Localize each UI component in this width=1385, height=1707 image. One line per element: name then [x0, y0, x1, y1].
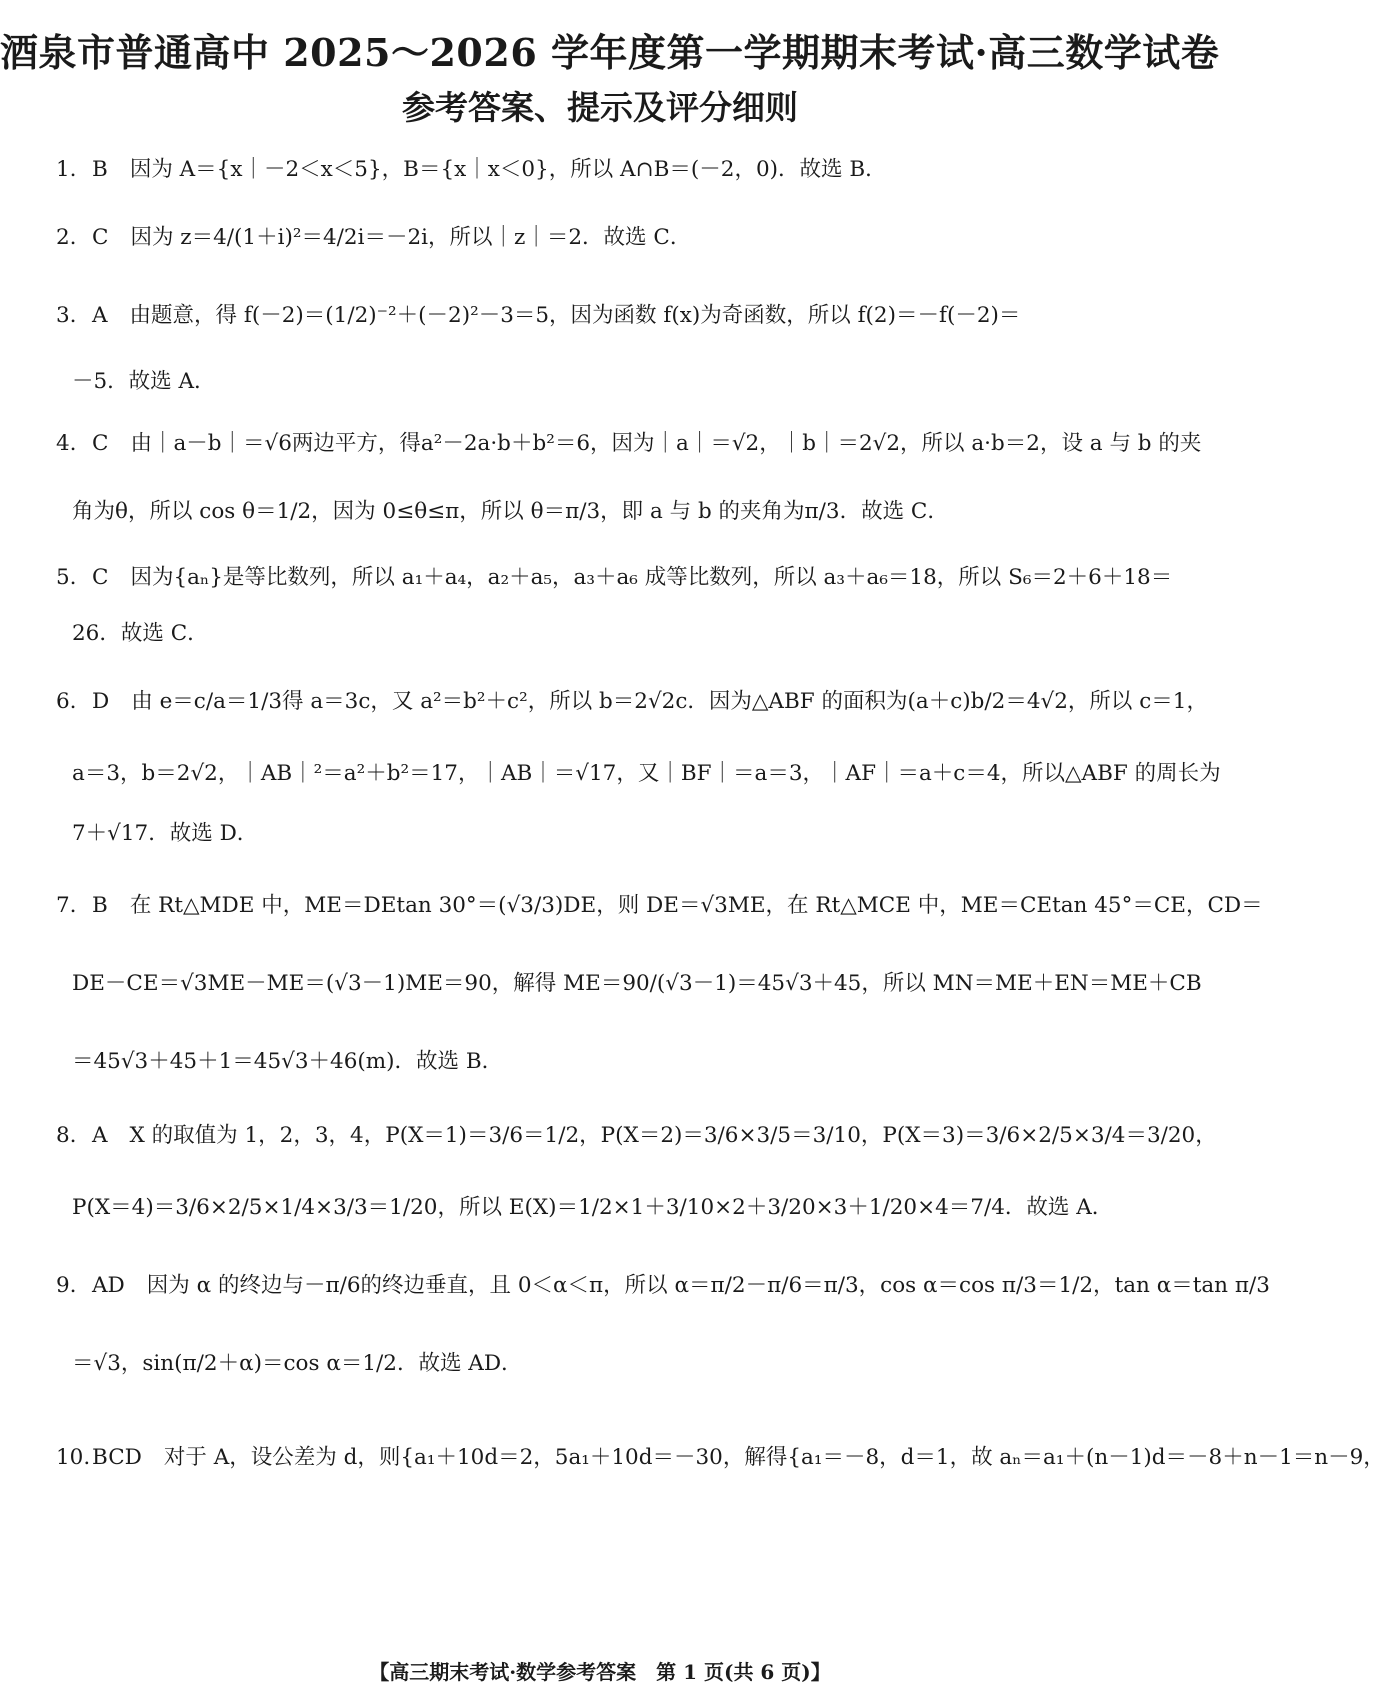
item-number: 3. [56, 303, 77, 328]
item-explanation: 由｜a－b｜＝√6两边平方，得a²－2a·b＋b²＝6，因为｜a｜＝√2，｜b｜＝2√2，所以 a·b＝2，设 a 与 b 的夹 [130, 431, 1202, 456]
item-answer: AD [92, 1273, 125, 1298]
answer-item [56, 558, 1173, 598]
answer-item-continuation [72, 1344, 1172, 1384]
answer-item [56, 1438, 1385, 1478]
answer-item-continuation [72, 1042, 1172, 1082]
item-explanation: P(X＝4)＝3/6×2/5×1/4×3/3＝1/20，所以 E(X)＝1/2×1＋3/10×2＋3/20×3＋1/20×4＝7/4．故选 A． [72, 1195, 1114, 1220]
item-number: 5. [56, 565, 77, 590]
answer-item [56, 218, 1156, 258]
item-explanation: 角为θ，所以 cos θ＝1/2，因为 0≤θ≤π，所以 θ＝π/3，即 a 与 b 的夹角为π/3．故选 C． [72, 499, 949, 524]
page-subtitle: 参考答案、提示及评分细则 [402, 88, 798, 127]
page-title: 酒泉市普通高中 2025～2026 学年度第一学期期末考试·高三数学试卷 [0, 30, 1220, 75]
answer-item-continuation [72, 754, 1221, 794]
answer-item [56, 1116, 1217, 1156]
answer-item [56, 682, 1208, 722]
item-answer: B [92, 157, 108, 182]
item-explanation: 由题意，得 f(－2)＝(1/2)⁻²＋(－2)²－3＝5，因为函数 f(x)为奇函数，所以 f(2)＝－f(－2)＝ [129, 303, 1021, 328]
item-answer: A [92, 303, 108, 328]
item-number: 8. [56, 1123, 77, 1148]
item-answer: A [92, 1123, 108, 1148]
answer-item-continuation [72, 964, 1202, 1004]
item-explanation: 对于 A，设公差为 d，则{a₁＋10d＝2，5a₁＋10d＝－30，解得{a₁＝－8，d＝1，故 aₙ＝a₁＋(n－1)d＝－8＋n－1＝n－9， [163, 1445, 1385, 1470]
item-explanation: 在 Rt△MDE 中，ME＝DEtan 30°＝(√3/3)DE，则 DE＝√3ME，在 Rt△MCE 中，ME＝CEtan 45°＝CE，CD＝ [129, 893, 1263, 918]
item-number: 4. [56, 431, 77, 456]
item-explanation: 因为{aₙ}是等比数列，所以 a₁＋a₄，a₂＋a₅，a₃＋a₆ 成等比数列，所以 a₃＋a₆＝18，所以 S₆＝2＋6＋18＝ [130, 565, 1173, 590]
page-footer: 【高三期末考试·数学参考答案 第 1 页(共 6 页)】 [369, 1660, 831, 1684]
item-explanation: 因为 α 的终边与－π/6的终边垂直，且 0＜α＜π，所以 α＝π/2－π/6＝π/3，cos α＝cos π/3＝1/2，tan α＝tan π/3 [146, 1273, 1270, 1298]
item-explanation: 由 e＝c/a＝1/3得 a＝3c，又 a²＝b²＋c²，所以 b＝2√2c．因为△ABF 的面积为(a＋c)b/2＝4√2，所以 c＝1， [131, 689, 1208, 714]
item-number: 7. [56, 893, 77, 918]
answer-item [56, 296, 1156, 336]
item-number: 1. [56, 157, 77, 182]
answer-item [56, 1266, 1270, 1306]
answer-item [56, 424, 1202, 464]
answer-item [56, 150, 1156, 190]
item-explanation: DE－CE＝√3ME－ME＝(√3－1)ME＝90，解得 ME＝90/(√3－1)＝45√3＋45，所以 MN＝ME＋EN＝ME＋CB [72, 971, 1202, 996]
item-explanation: 因为 A＝{x｜－2＜x＜5}，B＝{x｜x＜0}，所以 A∩B＝(－2，0)．故选 B． [129, 157, 887, 182]
item-number: 9. [56, 1273, 77, 1298]
answer-item-continuation [72, 614, 1172, 654]
item-explanation: a＝3，b＝2√2，｜AB｜²＝a²＋b²＝17，｜AB｜＝√17，又｜BF｜＝a＝3，｜AF｜＝a＋c＝4，所以△ABF 的周长为 [72, 761, 1221, 786]
item-answer: BCD [92, 1445, 142, 1470]
item-explanation: X 的取值为 1，2，3，4，P(X＝1)＝3/6＝1/2，P(X＝2)＝3/6×3/5＝3/10，P(X＝3)＝3/6×2/5×3/4＝3/20， [129, 1123, 1217, 1148]
answer-item-continuation [72, 814, 1172, 854]
item-number: 10. [56, 1445, 91, 1470]
item-answer: C [92, 431, 109, 456]
item-explanation: ＝√3，sin(π/2＋α)＝cos α＝1/2．故选 AD． [72, 1351, 523, 1376]
item-explanation: －5．故选 A． [72, 369, 216, 394]
item-explanation: ＝45√3＋45＋1＝45√3＋46(m)．故选 B． [72, 1049, 504, 1074]
item-explanation: 7＋√17．故选 D． [72, 821, 259, 846]
item-answer: C [92, 225, 109, 250]
item-number: 6. [56, 689, 77, 714]
item-answer: B [92, 893, 108, 918]
item-answer: C [92, 565, 109, 590]
answer-item-continuation [72, 492, 1172, 532]
item-number: 2. [56, 225, 77, 250]
answer-item-continuation [72, 1188, 1172, 1228]
item-answer: D [92, 689, 110, 714]
item-explanation: 26．故选 C． [72, 621, 209, 646]
item-explanation: 因为 z＝4/(1＋i)²＝4/2i＝－2i，所以｜z｜＝2．故选 C． [130, 225, 692, 250]
answer-item-continuation [72, 362, 1172, 402]
answer-item [56, 886, 1263, 926]
